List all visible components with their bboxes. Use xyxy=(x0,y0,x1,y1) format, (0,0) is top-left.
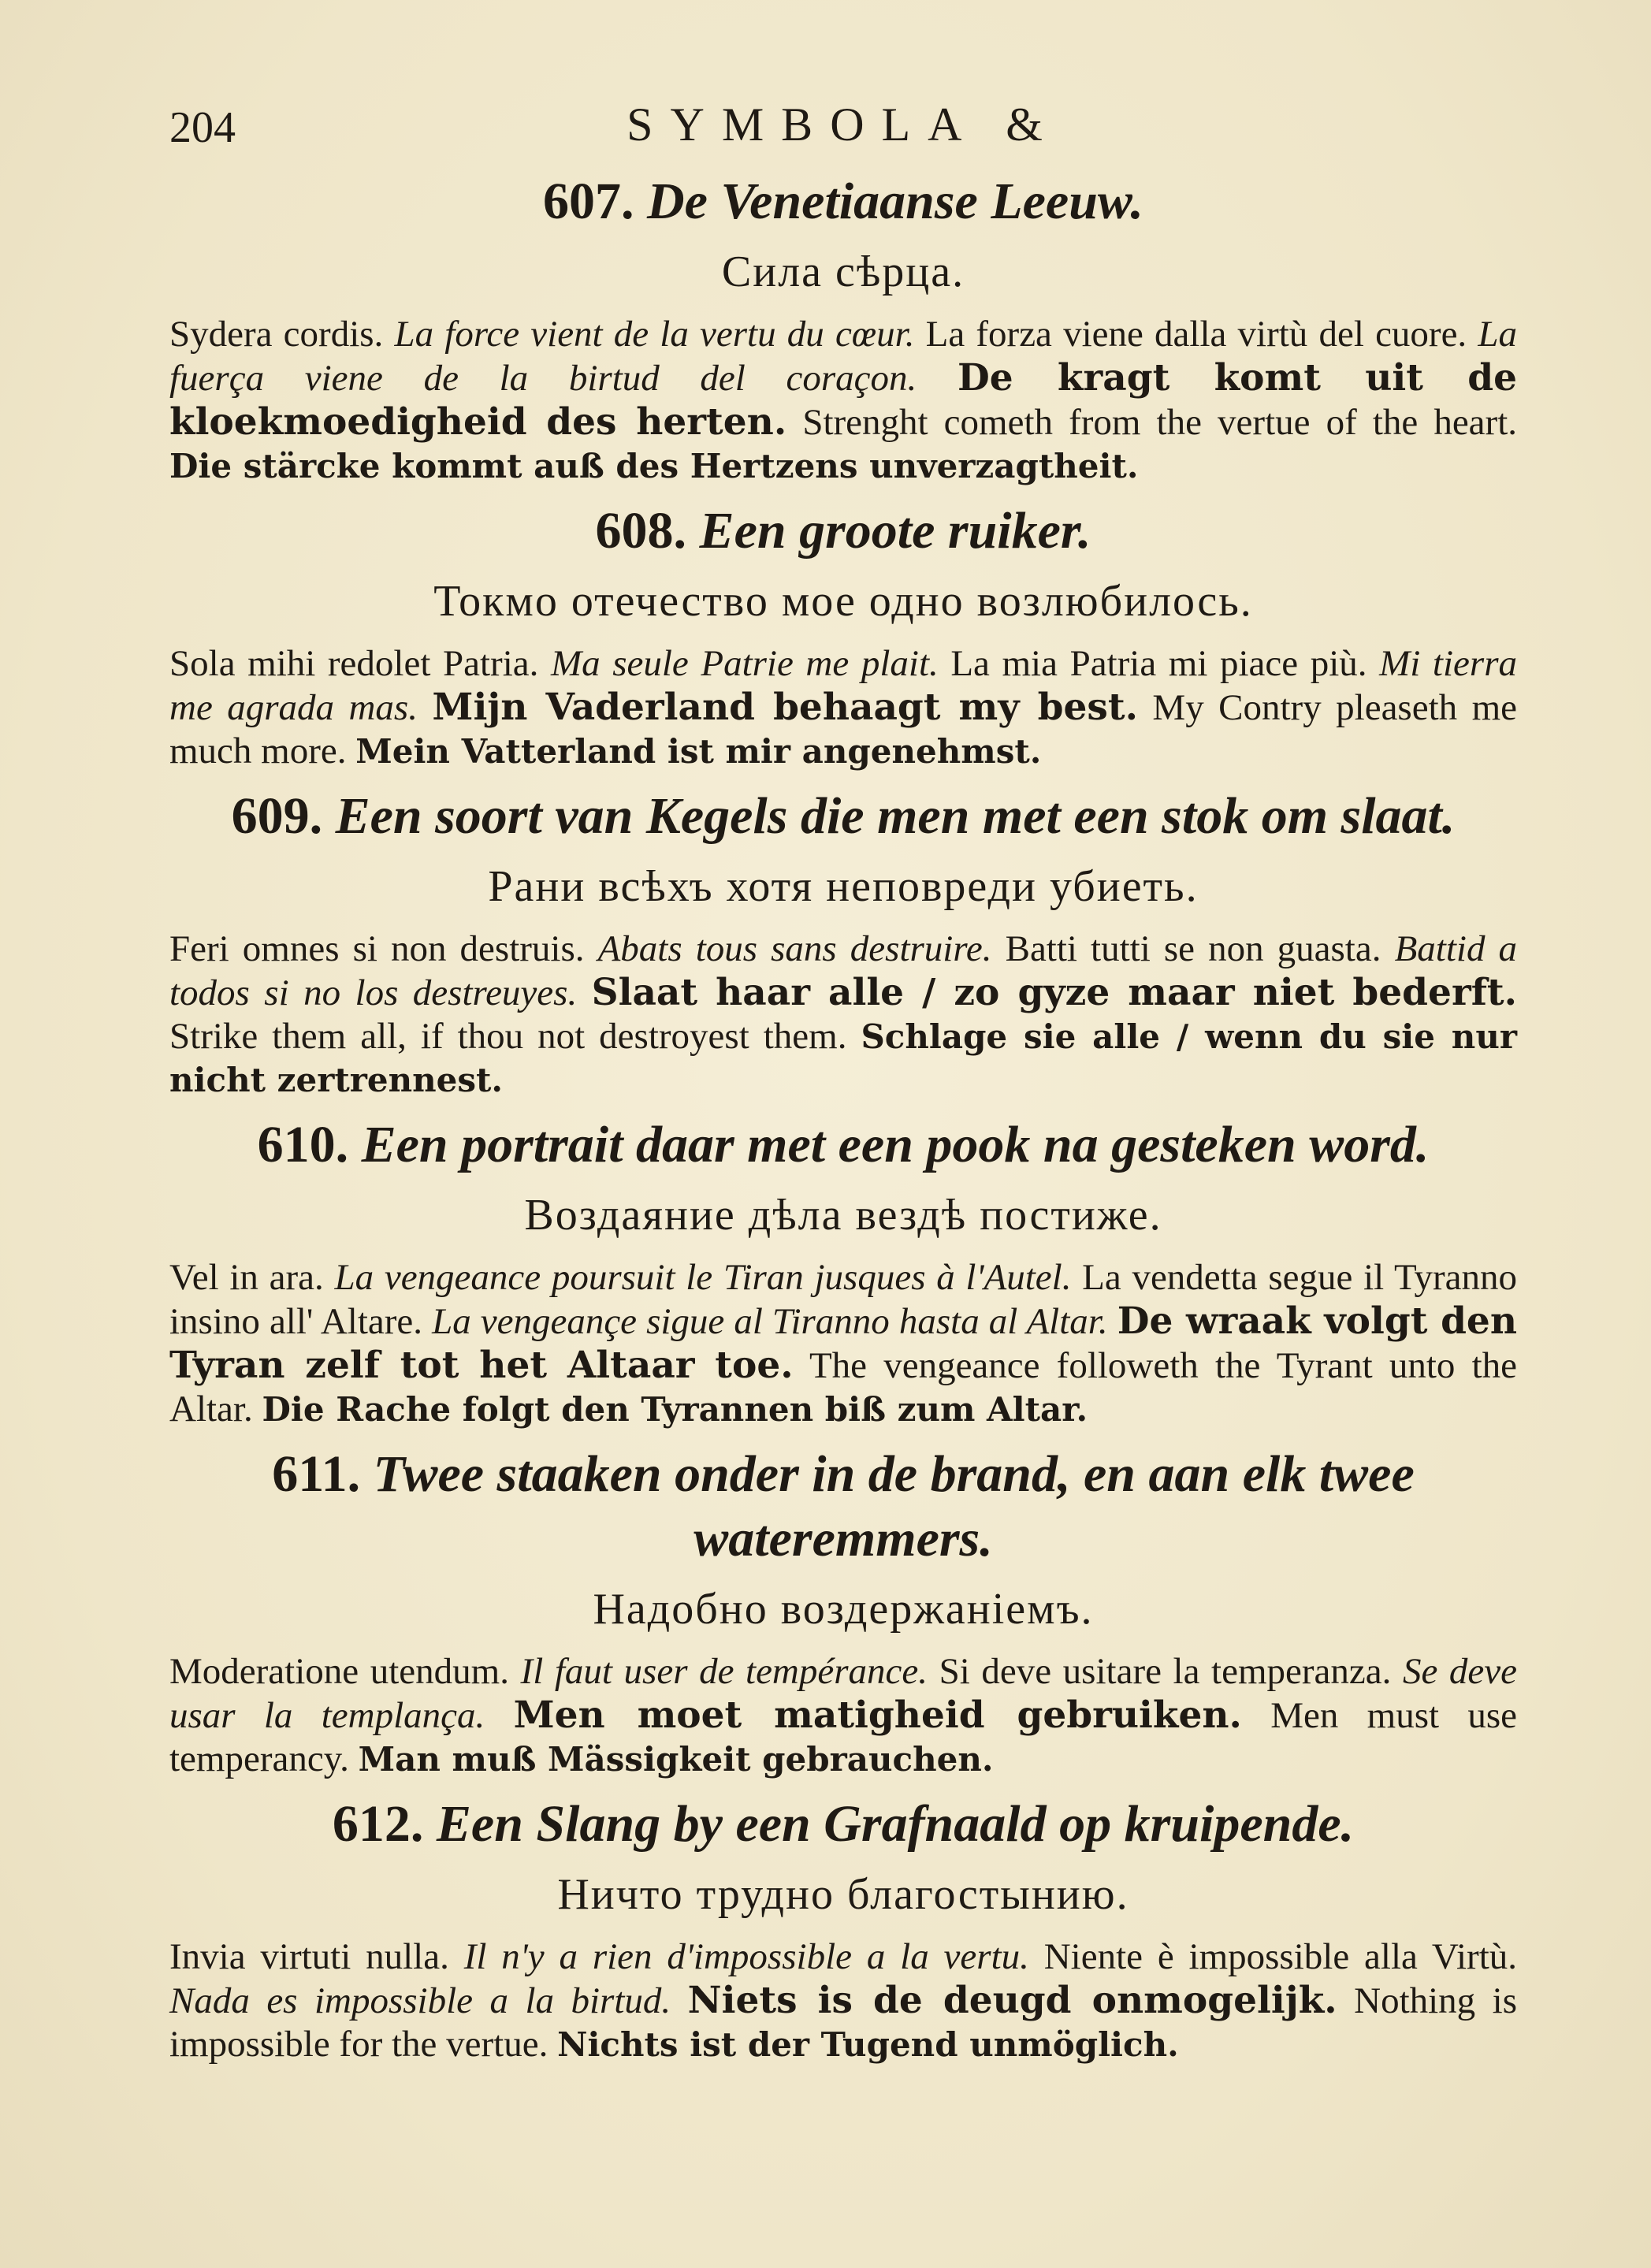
spanish-text: Battid a todos si no los destreuyes. xyxy=(169,928,1518,1013)
dutch-text: Mijn Vaderland behaagt my best. xyxy=(432,686,1138,729)
spanish-text: Se deve usar la templança. xyxy=(169,1651,1517,1736)
page-number: 204 xyxy=(169,103,236,152)
motto: Воздаяние дѣла вездѣ постиже. xyxy=(524,1191,1162,1240)
motto: Ничто трудно благостынию. xyxy=(557,1870,1129,1919)
english-text: Men must use temperancy. xyxy=(169,1695,1517,1779)
english-text: Strenght cometh from the vertue of the heart. xyxy=(802,402,1518,443)
entry-title xyxy=(169,1442,1517,1571)
latin-text: Vel in ara. xyxy=(169,1257,324,1298)
translations xyxy=(169,1650,1517,1781)
italian-text: Si deve usitare la temperanza. xyxy=(939,1651,1392,1692)
english-text: The vengeance followeth the Tyrant unto the Altar. xyxy=(169,1345,1517,1430)
entry-title xyxy=(169,1792,1517,1857)
french-text: Abats tous sans destruire. xyxy=(597,928,992,969)
translations xyxy=(169,928,1517,1102)
entry-number: 611. xyxy=(272,1445,361,1503)
dutch-text: De wraak volgt den Tyran zelf tot het Altaar toe. xyxy=(169,1299,1518,1387)
spanish-text: Nada es impossible a la birtud. xyxy=(169,1980,671,2021)
translations xyxy=(169,1935,1517,2066)
entry-number: 612. xyxy=(332,1795,424,1853)
dutch-text: De kragt komt uit de kloekmoedigheid des herten. xyxy=(169,356,1518,444)
entry-607 xyxy=(169,169,1517,488)
translations xyxy=(169,313,1517,488)
german-text: Die Rache folgt den Tyrannen biß zum Altar. xyxy=(262,1390,1088,1429)
latin-text: Sydera cordis. xyxy=(169,314,384,355)
german-text: Mein Vatterland ist mir angenehmst. xyxy=(355,732,1042,771)
translations xyxy=(169,642,1517,773)
german-text: Nichts ist der Tugend unmöglich. xyxy=(557,2025,1179,2064)
entry-title-text: Een groote ruiker. xyxy=(699,502,1091,560)
french-text: Ma seule Patrie me plait. xyxy=(550,643,939,684)
italian-text: Batti tutti se non guasta. xyxy=(1005,928,1381,969)
entry-610 xyxy=(169,1113,1517,1431)
italian-text: La forza viene dalla virtù del cuore. xyxy=(925,314,1467,355)
entry-title-text: Een portrait daar met een pook na gesteken word. xyxy=(361,1116,1430,1173)
entry-title xyxy=(169,169,1517,234)
entry-title-text: Een Slang by een Grafnaald op kruipende. xyxy=(436,1795,1355,1853)
french-text: Il faut user de tempérance. xyxy=(520,1651,928,1692)
translations xyxy=(169,1256,1517,1431)
italian-text: La mia Patria mi piace più. xyxy=(950,643,1367,684)
entry-title xyxy=(169,784,1517,849)
motto: Рани всѣхъ хотя неповреди убиеть. xyxy=(488,862,1199,911)
spanish-text: La fuerça viene de la birtud del coraçon. xyxy=(169,314,1517,399)
english-text: My Contry pleaseth me much more. xyxy=(169,687,1518,771)
latin-text: Invia virtuti nulla. xyxy=(169,1936,449,1977)
french-text: La force vient de la vertu du cœur. xyxy=(394,314,915,355)
spanish-text: La vengeançe sigue al Tiranno hasta al Altar. xyxy=(432,1301,1108,1342)
english-text: Strike them all, if thou not destroyest them. xyxy=(169,1016,847,1057)
german-text: Schlage sie alle / wenn du sie nur nicht zertrennest. xyxy=(169,1017,1518,1099)
entry-number: 607. xyxy=(543,173,634,230)
motto: Надобно воздержаніемъ. xyxy=(593,1585,1094,1634)
entry-612 xyxy=(169,1792,1517,2066)
motto: Токмо отечество мое одно возлюбилось. xyxy=(433,577,1253,626)
spanish-text: Mi tierra me agrada mas. xyxy=(169,643,1517,728)
entry-number: 608. xyxy=(595,502,687,560)
entry-609 xyxy=(169,784,1517,1102)
entry-608 xyxy=(169,499,1517,773)
entry-title xyxy=(169,1113,1517,1177)
french-text: La vengeance poursuit le Tiran jusques à l'Autel. xyxy=(334,1257,1072,1298)
italian-text: Niente è impossible alla Virtù. xyxy=(1043,1936,1518,1977)
german-text: Man muß Mässigkeit gebrauchen. xyxy=(358,1740,994,1779)
entry-number: 610. xyxy=(257,1116,349,1173)
english-text: Nothing is impossible for the vertue. xyxy=(169,1980,1518,2065)
italian-text: La vendetta segue il Tyranno insino all' Altare. xyxy=(169,1257,1517,1342)
dutch-text: Men moet matigheid gebruiken. xyxy=(513,1694,1242,1737)
entry-number: 609. xyxy=(231,787,323,845)
running-head: SYMBOLA & xyxy=(627,99,1060,151)
dutch-text: Slaat haar alle / zo gyze maar niet bederft. xyxy=(591,971,1518,1014)
latin-text: Sola mihi redolet Patria. xyxy=(169,643,539,684)
latin-text: Feri omnes si non destruis. xyxy=(169,928,585,969)
entry-title-text: De Venetiaanse Leeuw. xyxy=(647,173,1143,230)
entry-title xyxy=(169,499,1517,563)
french-text: Il n'y a rien d'impossible a la vertu. xyxy=(463,1936,1029,1977)
german-text: Die stärcke kommt auß des Hertzens unverzagtheit. xyxy=(169,447,1139,485)
entry-title-text: Een soort van Kegels die men met een stok om slaat. xyxy=(335,787,1456,845)
entry-title-text: Twee staaken onder in de brand, en aan elk twee wateremmers. xyxy=(373,1445,1415,1567)
page-header xyxy=(169,95,1517,169)
motto: Сила сѣрца. xyxy=(721,247,965,296)
entry-611 xyxy=(169,1442,1517,1781)
latin-text: Moderatione utendum. xyxy=(169,1651,509,1692)
dutch-text: Niets is de deugd onmogelijk. xyxy=(687,1979,1337,2022)
